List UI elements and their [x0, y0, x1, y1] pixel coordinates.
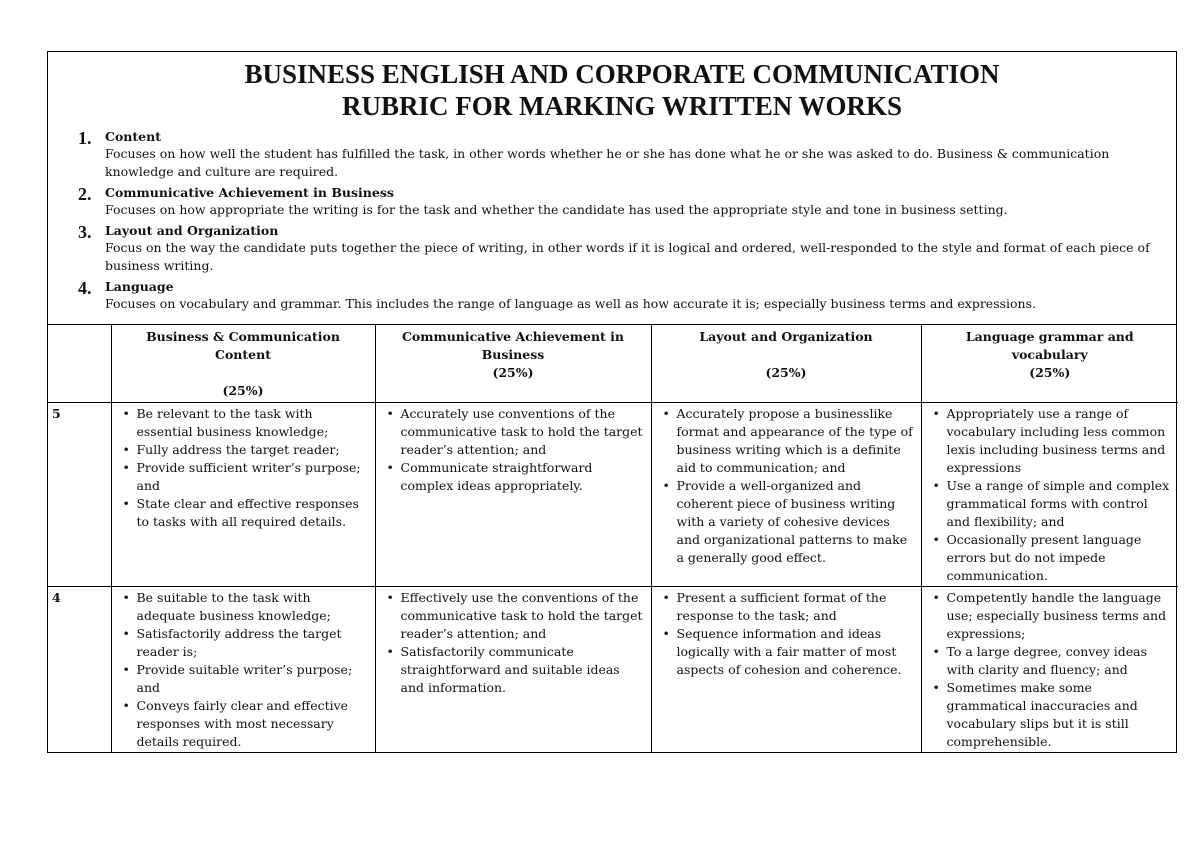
column-title: Communicative Achievement in Business [401, 329, 624, 362]
document-title-line2: RUBRIC FOR MARKING WRITTEN WORKS [341, 91, 903, 121]
criteria-bullet-item: • Competently handle the language use; especially business terms and expressions; [947, 589, 1175, 643]
criteria-bullet-list [117, 405, 371, 531]
criteria-bullet-list [117, 589, 371, 751]
criteria-bullet-item: • Communicate straightforward complex ideas appropriately. [401, 459, 647, 495]
criterion-title: Layout and Organization [105, 223, 279, 238]
table-row [48, 403, 1178, 587]
criteria-bullet-list [927, 405, 1175, 585]
column-header-content [111, 325, 375, 403]
criteria-bullet-item: • To a large degree, convey ideas with clarity and fluency; and [947, 643, 1175, 679]
table-header-row [48, 325, 1178, 403]
column-header-language [921, 325, 1178, 403]
criterion-title: Communicative Achievement in Business [105, 185, 394, 200]
column-title: Business & Communication Content [146, 329, 340, 362]
criterion-number: 2. [78, 184, 92, 204]
column-title: Language grammar and vocabulary [965, 329, 1134, 362]
criteria-bullet-list [927, 589, 1175, 751]
column-title: Layout and Organization [699, 329, 873, 344]
criteria-bullet-list [657, 589, 917, 679]
criterion-number: 3. [78, 222, 92, 242]
score-cell: 4 [48, 587, 111, 753]
criteria-cell [111, 403, 375, 587]
criteria-bullet-item: • Be suitable to the task with adequate business knowledge; [137, 589, 371, 625]
criterion-title: Content [105, 129, 161, 144]
criteria-cell [651, 403, 921, 587]
criteria-bullet-item: • Be relevant to the task with essential business knowledge; [137, 405, 371, 441]
criteria-bullet-item: • Use a range of simple and complex grammatical forms with control and flexibility; and [947, 477, 1175, 531]
criterion-description: Focuses on how well the student has fulfilled the task, in other words whether he or she has done what he or she was asked to do. Business & communication knowledge and culture are required. [105, 146, 1110, 179]
score-cell: 5 [48, 403, 111, 587]
column-weight: (25%) [1029, 365, 1071, 380]
criteria-bullet-item: • Fully address the target reader; [137, 441, 371, 459]
criteria-bullet-item: • Accurately use conventions of the communicative task to hold the target reader’s attention; and [401, 405, 647, 459]
criterion-item [78, 278, 1166, 313]
criteria-bullet-item: • Sometimes make some grammatical inaccuracies and vocabulary slips but it is still comprehensible. [947, 679, 1175, 751]
criteria-cell [375, 587, 651, 753]
criteria-bullet-item: • Conveys fairly clear and effective responses with most necessary details required. [137, 697, 371, 751]
criterion-item [78, 184, 1166, 219]
criteria-cell [111, 587, 375, 753]
criteria-bullet-item: • Occasionally present language errors but do not impede communication. [947, 531, 1175, 585]
criteria-bullet-item: • Provide sufficient writer’s purpose; and [137, 459, 371, 495]
criteria-bullet-list [381, 589, 647, 697]
criterion-description: Focuses on how appropriate the writing is for the task and whether the candidate has used the appropriate style and tone in business setting. [105, 202, 1008, 217]
column-weight: (25%) [765, 365, 807, 380]
criteria-bullet-item: • Appropriately use a range of vocabulary including less common lexis including business terms and expressions [947, 405, 1175, 477]
column-header-layout [651, 325, 921, 403]
criteria-bullet-item: • Satisfactorily address the target reader is; [137, 625, 371, 661]
rubric-header [48, 52, 1176, 325]
document-title-line1: BUSINESS ENGLISH AND CORPORATE COMMUNICATION [244, 59, 1000, 89]
rubric-table [48, 325, 1178, 752]
criterion-item [78, 222, 1166, 275]
criteria-bullet-item: • Satisfactorily communicate straightforward and suitable ideas and information. [401, 643, 647, 697]
criteria-cell [651, 587, 921, 753]
criteria-cell [921, 587, 1178, 753]
rubric-page [47, 51, 1177, 753]
score-column-header [48, 325, 111, 403]
criterion-description: Focuses on vocabulary and grammar. This includes the range of language as well as how accurate it is; especially business terms and expressions. [105, 296, 1036, 311]
table-row [48, 587, 1178, 753]
criteria-bullet-list [381, 405, 647, 495]
criteria-bullet-item: • Provide suitable writer’s purpose; and [137, 661, 371, 697]
criterion-item [78, 128, 1166, 181]
criteria-bullet-item: • Provide a well-organized and coherent piece of business writing with a variety of cohesive devices and organizational patterns to make a generally good effect. [677, 477, 917, 567]
criterion-number: 4. [78, 278, 92, 298]
column-weight: (25%) [492, 365, 534, 380]
criteria-bullet-item: • Sequence information and ideas logically with a fair matter of most aspects of cohesion and coherence. [677, 625, 917, 679]
column-header-achievement [375, 325, 651, 403]
criterion-description: Focus on the way the candidate puts together the piece of writing, in other words if it is logical and ordered, well-responded to the style and format of each piece of business writing. [105, 240, 1150, 273]
criteria-bullet-list [657, 405, 917, 567]
criteria-bullet-item: • Present a sufficient format of the response to the task; and [677, 589, 917, 625]
criteria-bullet-item: • Effectively use the conventions of the communicative task to hold the target reader’s attention; and [401, 589, 647, 643]
criterion-number: 1. [78, 128, 92, 148]
criterion-title: Language [105, 279, 174, 294]
criteria-cell [921, 403, 1178, 587]
criteria-bullet-item: • State clear and effective responses to tasks with all required details. [137, 495, 371, 531]
column-weight: (25%) [222, 383, 264, 398]
criteria-bullet-item: • Accurately propose a businesslike format and appearance of the type of business writing which is a definite aid to communication; and [677, 405, 917, 477]
criteria-cell [375, 403, 651, 587]
criteria-list [78, 128, 1166, 313]
